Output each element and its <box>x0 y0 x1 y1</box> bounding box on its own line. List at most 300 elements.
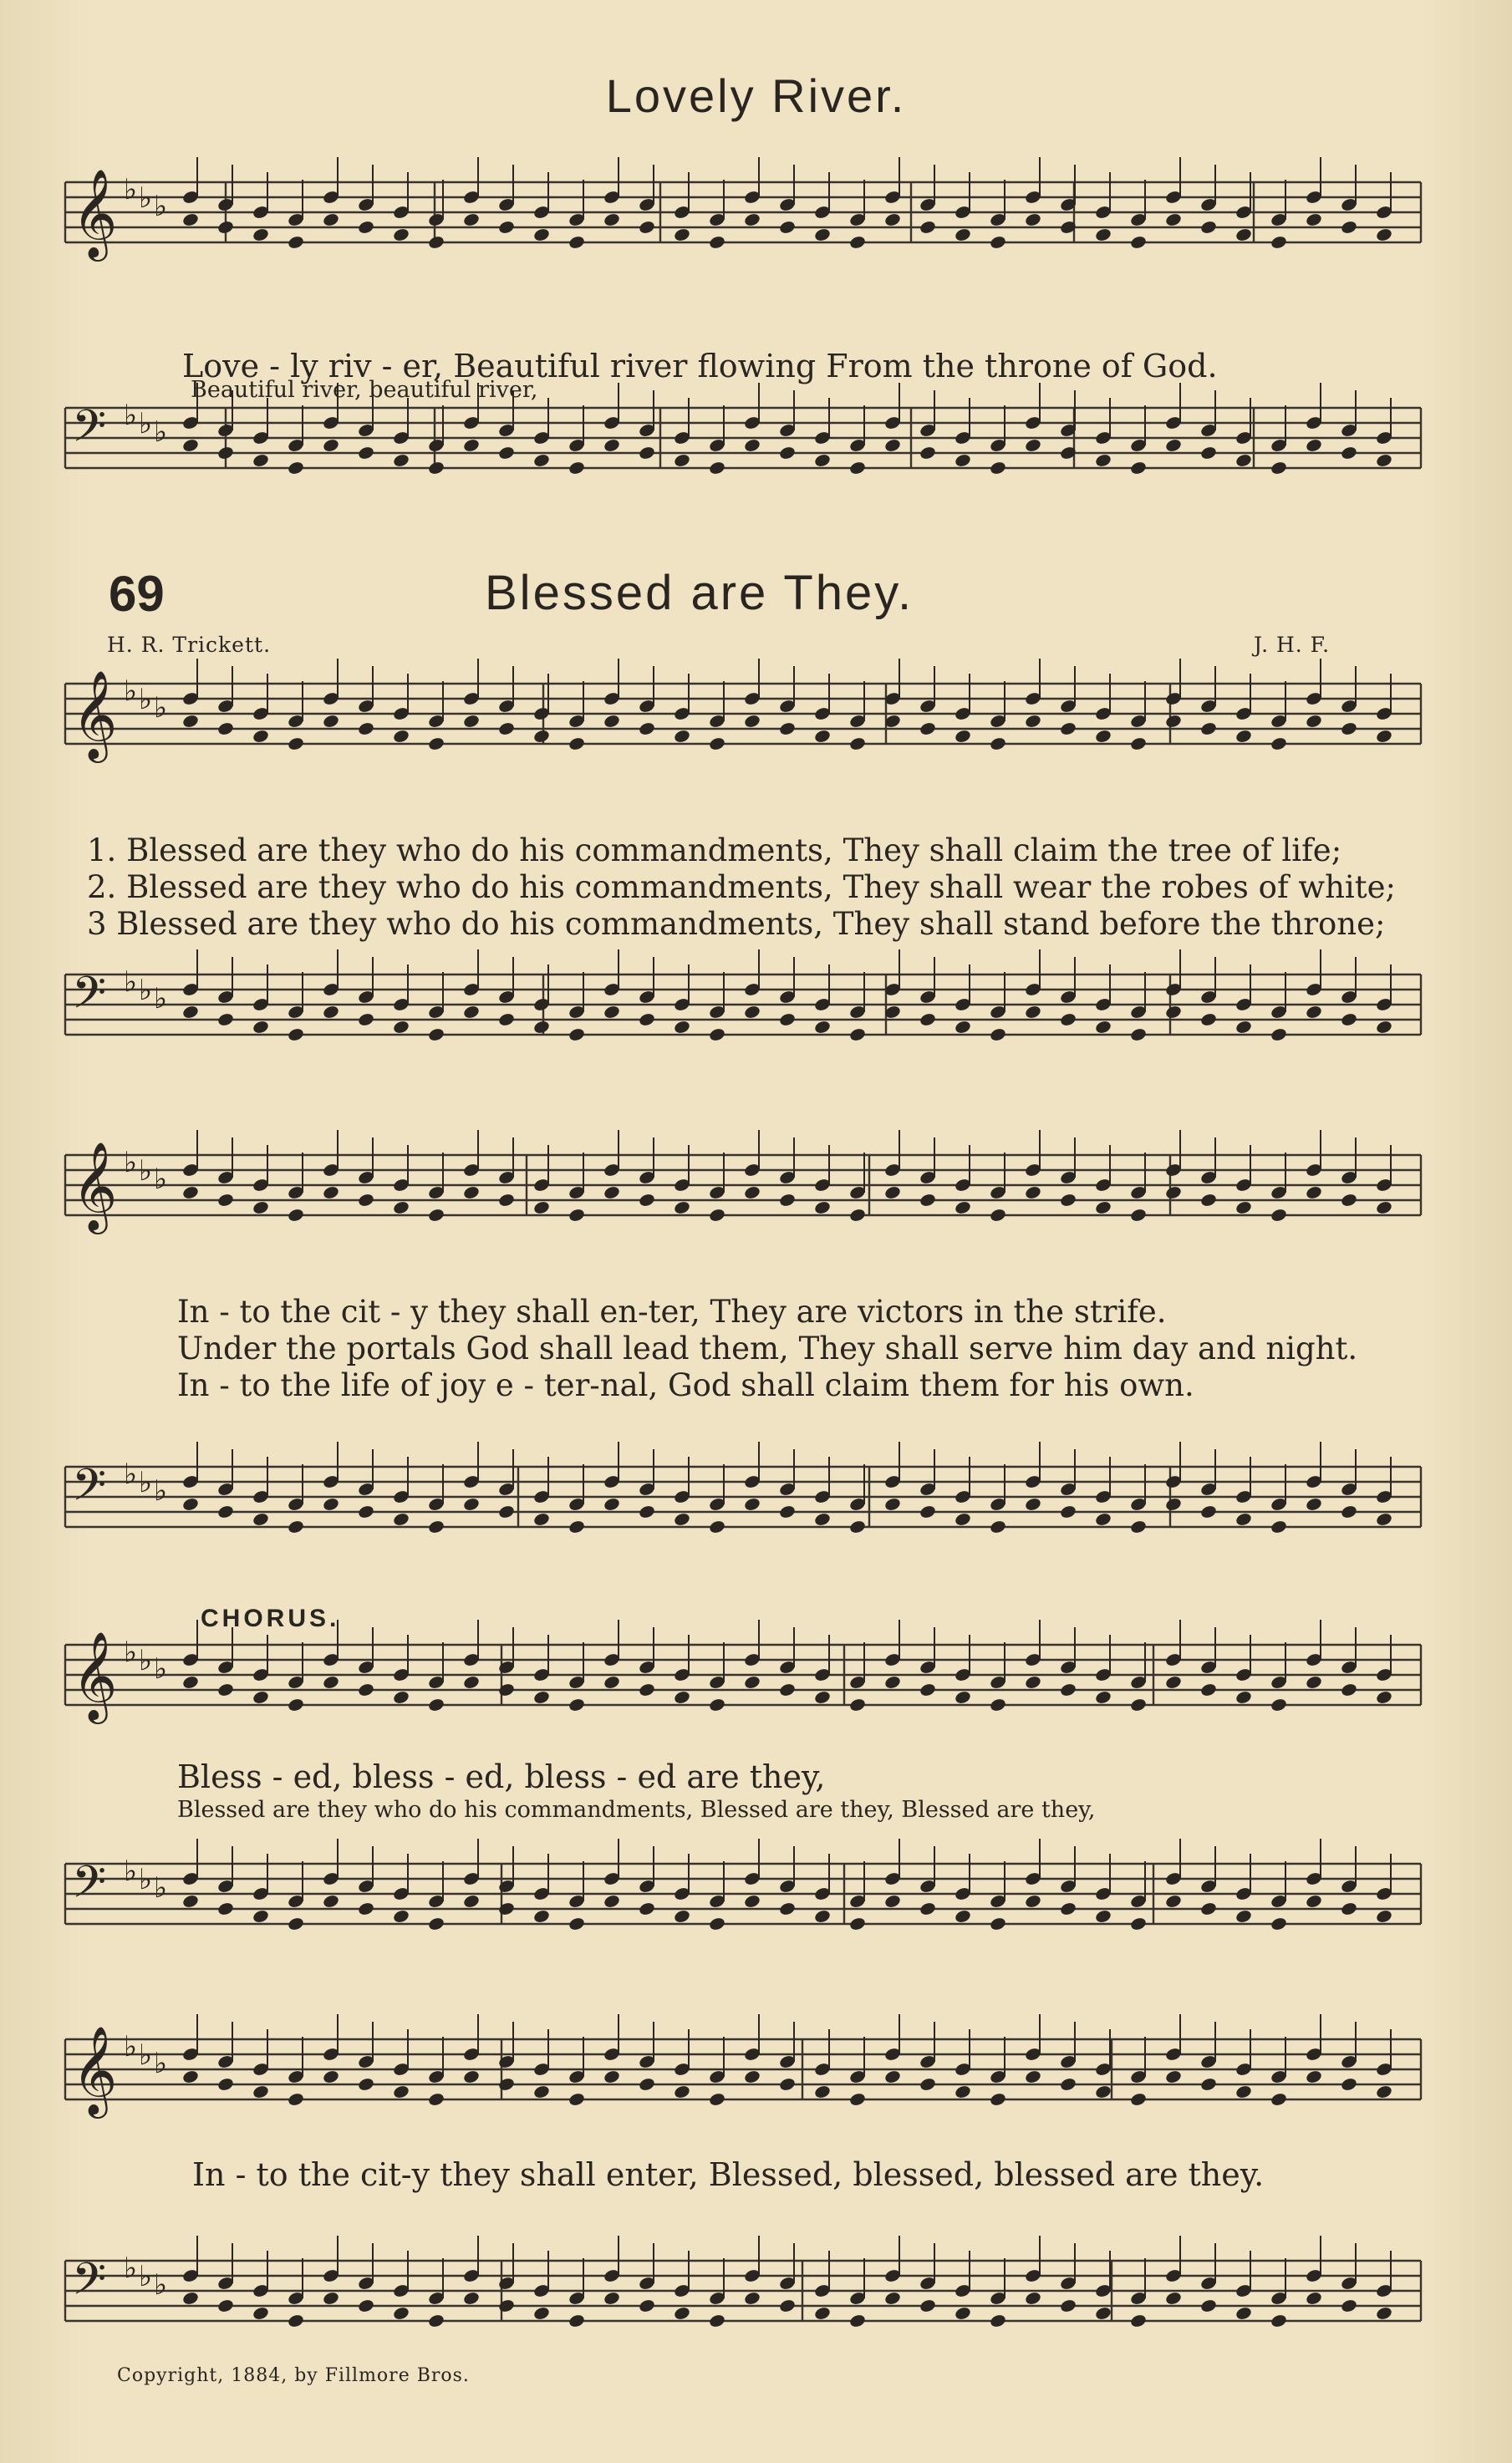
note-head <box>1164 1005 1183 1020</box>
note-head <box>1375 1909 1393 1925</box>
note-head <box>287 1916 305 1932</box>
note-head <box>1024 1497 1042 1513</box>
note-head <box>1199 220 1218 236</box>
note-head <box>287 2092 305 2108</box>
note-head <box>954 1020 972 1036</box>
note-head <box>778 2077 797 2093</box>
note-head <box>1164 1894 1183 1910</box>
note-head <box>638 220 656 236</box>
note-head <box>638 1504 656 1520</box>
note-head <box>1375 1020 1393 1036</box>
note-head <box>252 1512 270 1528</box>
note-head <box>1340 1682 1358 1698</box>
note-head <box>252 227 270 243</box>
note-head <box>1305 1185 1323 1201</box>
note-head <box>1235 2306 1253 2322</box>
note-head <box>1094 1200 1112 1216</box>
note-head <box>1235 1909 1253 1925</box>
note-head <box>743 2069 761 2085</box>
note-head <box>778 445 797 461</box>
flat-icon: ♭ <box>154 691 168 725</box>
flat-icon: ♭ <box>139 1466 153 1499</box>
note-head <box>181 1185 200 1201</box>
note-head <box>1199 721 1218 737</box>
note-head <box>989 1519 1007 1535</box>
flat-icon: ♭ <box>139 181 153 215</box>
bass-clef-icon: 𝄢 <box>72 401 107 463</box>
note-head <box>1270 1519 1288 1535</box>
note-head <box>1270 736 1288 752</box>
note-head <box>1024 438 1042 454</box>
note-head <box>638 721 656 737</box>
note-head <box>1305 2069 1323 2085</box>
flat-icon: ♭ <box>124 965 138 999</box>
note-head <box>1059 1012 1077 1028</box>
note-head <box>568 1697 586 1713</box>
note-head <box>778 1012 797 1028</box>
note-head <box>1199 445 1218 461</box>
note-head <box>1199 1504 1218 1520</box>
bass-clef-icon: 𝄢 <box>72 1857 107 1919</box>
flat-icon: ♭ <box>124 674 138 708</box>
note-head <box>532 1200 551 1216</box>
lyric-main: Love - ly riv - er, Beautiful river flowing From the throne of God. <box>182 348 1218 384</box>
note-head <box>1164 1675 1183 1691</box>
flat-icon: ♭ <box>124 1146 138 1179</box>
note-head <box>954 729 972 745</box>
note-head <box>708 2092 726 2108</box>
note-head <box>287 1208 305 1224</box>
note-head <box>1129 1027 1148 1043</box>
note-head <box>1305 1894 1323 1910</box>
treble-clef-icon: 𝄞 <box>72 1631 118 1720</box>
flat-icon: ♭ <box>124 1458 138 1491</box>
note-head <box>743 1005 761 1020</box>
note-head <box>357 1193 375 1209</box>
note-head <box>252 453 270 469</box>
note-head <box>181 212 200 228</box>
note-head <box>1235 1512 1253 1528</box>
note-head <box>1340 220 1358 236</box>
note-head <box>848 235 867 251</box>
note-head <box>532 2084 551 2100</box>
note-head <box>1024 1894 1042 1910</box>
note-head <box>848 461 867 476</box>
note-head <box>1270 1027 1288 1043</box>
lyric-alt: Beautiful river, beautiful river, <box>191 377 538 403</box>
note-head <box>1340 721 1358 737</box>
note-head <box>1375 227 1393 243</box>
note-head <box>848 1208 867 1224</box>
note-head <box>216 2077 235 2093</box>
note-head <box>462 438 481 454</box>
note-head <box>427 1208 445 1224</box>
note-head <box>497 2298 516 2314</box>
note-head <box>392 2084 410 2100</box>
note-head <box>322 1185 340 1201</box>
note-head <box>708 1916 726 1932</box>
flat-icon: ♭ <box>154 982 168 1015</box>
note-head <box>1305 2291 1323 2307</box>
note-head <box>848 736 867 752</box>
note-head <box>883 1497 902 1513</box>
note-head <box>1270 1208 1288 1224</box>
note-head <box>603 438 621 454</box>
note-head <box>1375 2306 1393 2322</box>
note-head <box>287 1027 305 1043</box>
note-head <box>1129 1697 1148 1713</box>
note-head <box>1199 2298 1218 2314</box>
note-head <box>427 461 445 476</box>
note-head <box>1059 1901 1077 1917</box>
flat-icon: ♭ <box>124 399 138 432</box>
note-head <box>532 227 551 243</box>
note-head <box>1164 212 1183 228</box>
note-head <box>743 212 761 228</box>
note-head <box>778 1682 797 1698</box>
note-head <box>673 227 691 243</box>
note-head <box>743 2291 761 2307</box>
note-head <box>1199 1901 1218 1917</box>
note-head <box>427 1519 445 1535</box>
note-head <box>603 714 621 730</box>
note-head <box>1375 1690 1393 1706</box>
note-head <box>848 1916 867 1932</box>
note-head <box>216 220 235 236</box>
flat-icon: ♭ <box>139 1154 153 1188</box>
note-head <box>989 1697 1007 1713</box>
note-head <box>743 1185 761 1201</box>
note-head <box>1129 2313 1148 2329</box>
note-head <box>462 212 481 228</box>
copyright: Copyright, 1884, by Fillmore Bros. <box>117 2365 470 2386</box>
note-head <box>568 235 586 251</box>
note-head <box>708 235 726 251</box>
note-head <box>1129 1916 1148 1932</box>
treble-clef-icon: 𝄞 <box>72 669 118 759</box>
note-head <box>252 1909 270 1925</box>
note-head <box>357 2077 375 2093</box>
note-head <box>1129 1208 1148 1224</box>
note-head <box>1270 235 1288 251</box>
note-head <box>427 2313 445 2329</box>
note-head <box>883 1894 902 1910</box>
note-head <box>1094 2084 1112 2100</box>
note-head <box>1094 1909 1112 1925</box>
note-head <box>497 1504 516 1520</box>
note-head <box>462 2069 481 2085</box>
note-head <box>989 1027 1007 1043</box>
note-head <box>1235 1200 1253 1216</box>
note-head <box>497 1682 516 1698</box>
note-head <box>357 2298 375 2314</box>
note-head <box>392 729 410 745</box>
note-head <box>497 721 516 737</box>
note-head <box>1094 729 1112 745</box>
note-head <box>954 453 972 469</box>
note-head <box>1375 729 1393 745</box>
flat-icon: ♭ <box>124 2252 138 2285</box>
note-head <box>1059 721 1077 737</box>
note-head <box>462 1005 481 1020</box>
note-head <box>568 461 586 476</box>
note-head <box>1164 2291 1183 2307</box>
note-head <box>778 220 797 236</box>
note-head <box>568 1916 586 1932</box>
note-head <box>989 1208 1007 1224</box>
note-head <box>497 1901 516 1917</box>
note-head <box>813 729 832 745</box>
note-head <box>848 2313 867 2329</box>
note-head <box>743 714 761 730</box>
note-head <box>1235 227 1253 243</box>
note-head <box>568 1027 586 1043</box>
note-head <box>1094 1690 1112 1706</box>
note-head <box>1340 1901 1358 1917</box>
note-head <box>1024 1005 1042 1020</box>
note-head <box>216 1012 235 1028</box>
note-head <box>954 1200 972 1216</box>
note-head <box>673 2306 691 2322</box>
note-head <box>462 1894 481 1910</box>
note-head <box>181 1675 200 1691</box>
note-head <box>743 1894 761 1910</box>
chorus-label: CHORUS. <box>201 1605 340 1632</box>
note-head <box>1059 2298 1077 2314</box>
note-head <box>357 721 375 737</box>
note-head <box>954 2306 972 2322</box>
note-head <box>1235 1690 1253 1706</box>
note-head <box>357 1012 375 1028</box>
note-head <box>322 1675 340 1691</box>
note-head <box>813 1512 832 1528</box>
note-head <box>1094 453 1112 469</box>
note-head <box>252 1020 270 1036</box>
note-head <box>462 1497 481 1513</box>
note-head <box>1164 1497 1183 1513</box>
flat-icon: ♭ <box>154 1474 168 1508</box>
note-head <box>813 1020 832 1036</box>
note-head <box>989 1916 1007 1932</box>
treble-clef-icon: 𝄞 <box>72 168 118 257</box>
note-head <box>638 1682 656 1698</box>
flat-icon: ♭ <box>154 1871 168 1905</box>
note-head <box>427 2092 445 2108</box>
note-head <box>322 1894 340 1910</box>
note-head <box>708 1519 726 1535</box>
note-head <box>497 2077 516 2093</box>
note-head <box>1375 453 1393 469</box>
note-head <box>1024 2069 1042 2085</box>
flat-icon: ♭ <box>139 683 153 716</box>
note-head <box>392 1690 410 1706</box>
note-head <box>989 461 1007 476</box>
treble-clef-icon: 𝄞 <box>72 1141 118 1230</box>
note-head <box>532 1512 551 1528</box>
note-head <box>181 714 200 730</box>
note-head <box>216 1504 235 1520</box>
note-head <box>848 1697 867 1713</box>
note-head <box>1340 2077 1358 2093</box>
note-head <box>1059 1193 1077 1209</box>
note-head <box>1199 1682 1218 1698</box>
note-head <box>1375 1200 1393 1216</box>
note-head <box>673 453 691 469</box>
note-head <box>708 461 726 476</box>
note-head <box>532 1690 551 1706</box>
note-head <box>252 1200 270 1216</box>
note-head <box>1024 212 1042 228</box>
note-head <box>1235 453 1253 469</box>
note-head <box>883 1675 902 1691</box>
note-head <box>357 220 375 236</box>
note-head <box>568 2092 586 2108</box>
note-head <box>1094 227 1112 243</box>
note-head <box>568 1519 586 1535</box>
note-head <box>813 227 832 243</box>
note-head <box>673 1020 691 1036</box>
note-head <box>919 1901 937 1917</box>
note-head <box>357 1682 375 1698</box>
flat-icon: ♭ <box>154 1652 168 1686</box>
note-head <box>287 235 305 251</box>
note-head <box>181 438 200 454</box>
note-head <box>1094 1020 1112 1036</box>
flat-icon: ♭ <box>139 1863 153 1896</box>
note-head <box>1059 1682 1077 1698</box>
note-head <box>287 1697 305 1713</box>
note-head <box>1340 445 1358 461</box>
flat-icon: ♭ <box>154 1163 168 1196</box>
note-head <box>392 1512 410 1528</box>
flat-icon: ♭ <box>139 407 153 440</box>
flat-icon: ♭ <box>124 173 138 206</box>
note-head <box>883 2291 902 2307</box>
note-head <box>638 2298 656 2314</box>
note-head <box>1129 461 1148 476</box>
note-head <box>357 445 375 461</box>
note-head <box>708 736 726 752</box>
note-head <box>392 1020 410 1036</box>
note-head <box>181 1894 200 1910</box>
author-credit: H. R. Trickett. <box>107 633 272 657</box>
note-head <box>532 1909 551 1925</box>
note-head <box>1164 2069 1183 2085</box>
lyric-line-alt <box>0 351 1512 429</box>
note-head <box>638 2077 656 2093</box>
note-head <box>462 1675 481 1691</box>
note-head <box>287 736 305 752</box>
note-head <box>638 1012 656 1028</box>
note-head <box>1024 2291 1042 2307</box>
note-head <box>989 2313 1007 2329</box>
note-head <box>638 445 656 461</box>
hymnal-page: 𝄞 ♭ ♭ ♭ 𝄢 ♭ ♭ ♭ 𝄞 ♭ ♭ ♭ 𝄢 ♭ ♭ ♭ 𝄞 ♭ ♭ ♭ 𝄢 ♭ ♭ ♭ 𝄞 ♭ ♭ ♭ 𝄢 ♭ ♭ ♭ 𝄞 ♭ ♭ ♭ 𝄢 ♭ ♭ ♭ Lovely River. Love - ly riv - er, Beautiful river flowing From the throne of God. Beautiful river, beautiful river, 69 Blessed are They. H. R. Trickett. J. H. F. 1. Blessed are they who do his commandments, They shall claim the tree of life; 2. Blessed are they who do his commandments, They shall wear the robes of white; 3 Blessed are they who do his commandments, They shall stand before the throne; In - to the cit - y they shall en-ter, They are victors in the strife. Under the portals God shall lead them, They shall serve him day and night. In - to the life of joy e - ter-nal, God shall claim them for his own. CHORUS. Bless - ed, bless - ed, bless - ed are they, Blessed are they who do his commandments, Blessed are they, Blessed are they, In - to the cit-y they shall enter, Blessed, blessed, blessed are they. Copyright, 1884, by Fillmore Bros. <box>0 0 1512 2463</box>
note-head <box>1270 461 1288 476</box>
note-head <box>708 1027 726 1043</box>
note-head <box>322 438 340 454</box>
note-head <box>392 2306 410 2322</box>
note-head <box>954 1909 972 1925</box>
note-head <box>1094 1512 1112 1528</box>
note-head <box>216 445 235 461</box>
note-head <box>989 235 1007 251</box>
note-head <box>1024 714 1042 730</box>
note-head <box>919 2077 937 2093</box>
note-head <box>954 227 972 243</box>
note-head <box>673 1690 691 1706</box>
note-head <box>603 2069 621 2085</box>
note-head <box>427 235 445 251</box>
note-head <box>603 1675 621 1691</box>
note-head <box>743 438 761 454</box>
note-head <box>322 1005 340 1020</box>
note-head <box>813 1200 832 1216</box>
note-head <box>392 1909 410 1925</box>
note-head <box>919 445 937 461</box>
note-head <box>1235 729 1253 745</box>
note-head <box>638 1901 656 1917</box>
note-head <box>1094 2306 1112 2322</box>
note-head <box>1129 736 1148 752</box>
note-head <box>743 1497 761 1513</box>
note-head <box>568 736 586 752</box>
note-head <box>427 1916 445 1932</box>
note-head <box>1129 1519 1148 1535</box>
note-head <box>638 1193 656 1209</box>
note-head <box>673 1512 691 1528</box>
note-head <box>954 1690 972 1706</box>
note-head <box>322 1497 340 1513</box>
note-head <box>252 729 270 745</box>
note-head <box>252 2084 270 2100</box>
note-head <box>603 1185 621 1201</box>
treble-clef-icon: 𝄞 <box>72 2025 118 2114</box>
note-head <box>392 227 410 243</box>
note-head <box>427 736 445 752</box>
note-head <box>287 1519 305 1535</box>
note-head <box>216 1193 235 1209</box>
note-head <box>778 1193 797 1209</box>
note-head <box>919 1682 937 1698</box>
note-head <box>568 1208 586 1224</box>
note-head <box>708 1208 726 1224</box>
note-head <box>1059 2077 1077 2093</box>
note-head <box>1129 235 1148 251</box>
note-head <box>603 212 621 228</box>
note-head <box>216 721 235 737</box>
flat-icon: ♭ <box>124 1636 138 1669</box>
note-head <box>883 2069 902 2085</box>
note-head <box>1375 2084 1393 2100</box>
note-head <box>1235 2084 1253 2100</box>
note-head <box>497 445 516 461</box>
composer-credit: J. H. F. <box>1254 633 1331 657</box>
flat-icon: ♭ <box>139 1644 153 1677</box>
note-head <box>1024 1675 1042 1691</box>
note-head <box>603 1497 621 1513</box>
note-head <box>813 453 832 469</box>
flat-icon: ♭ <box>139 2260 153 2293</box>
note-head <box>1305 1675 1323 1691</box>
note-head <box>1164 714 1183 730</box>
bass-clef-icon: 𝄢 <box>72 968 107 1030</box>
note-head <box>322 2069 340 2085</box>
note-head <box>813 1690 832 1706</box>
note-head <box>462 1185 481 1201</box>
note-head <box>1024 1185 1042 1201</box>
note-head <box>322 2291 340 2307</box>
